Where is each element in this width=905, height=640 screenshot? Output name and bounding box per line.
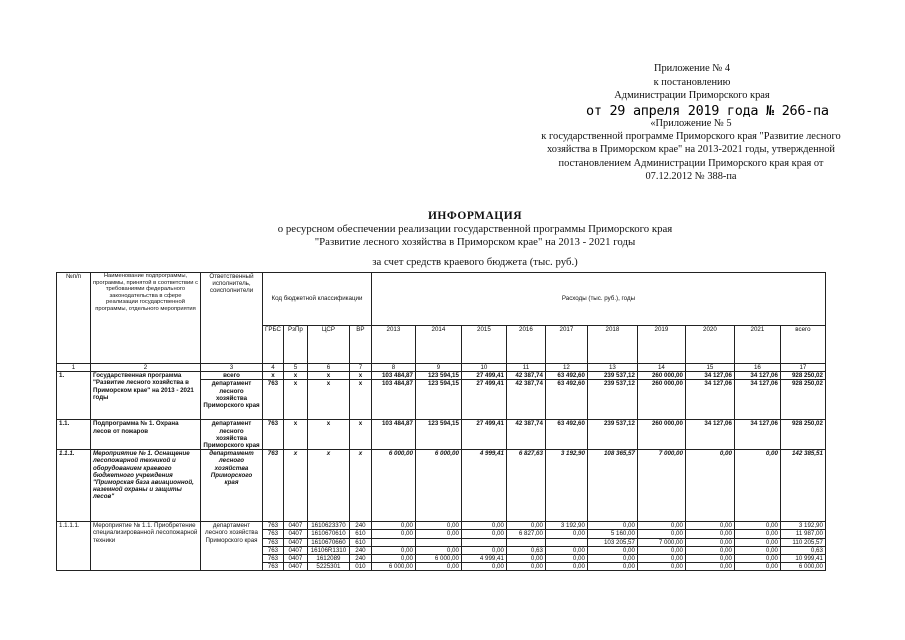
value-cell: 0,00 [685,450,734,522]
header-budget-code: Код бюджетной классификации [263,273,372,326]
value-cell: 110 205,57 [780,538,825,546]
code-cell: 0407 [283,563,307,571]
value-cell: 239 537,12 [587,372,637,380]
value-cell: 42 387,74 [506,380,545,420]
value-cell: 0,00 [371,522,415,530]
code-cell: х [307,450,349,522]
value-cell: 103 484,87 [371,372,415,380]
code-cell: 5225301 [307,563,349,571]
code-cell: 763 [263,380,284,420]
value-cell: 0,00 [637,555,685,563]
col-number: 12 [545,364,587,372]
header-executor: Ответственный исполнитель, соисполнители [201,273,263,364]
appendix-4-header [532,62,852,103]
value-cell: 0,00 [371,530,415,538]
col-number: 16 [734,364,780,372]
col-number: 10 [461,364,506,372]
value-cell: 0,00 [587,522,637,530]
value-cell: 6 827,00 [506,530,545,538]
code-cell: 16106R1310 [307,546,349,554]
header-year: 2021 [734,326,780,364]
value-cell: 0,00 [587,555,637,563]
value-cell: 0,63 [506,546,545,554]
value-cell: 260 000,00 [637,420,685,450]
appendix-4-line3: Администрации Приморского края [614,90,770,101]
row-number: 1.1.1. [57,450,91,522]
value-cell: 103 484,87 [371,380,415,420]
col-number: 5 [283,364,307,372]
value-cell: 0,00 [545,546,587,554]
value-cell: 0,00 [506,522,545,530]
value-cell: 5 160,00 [587,530,637,538]
col-number: 3 [201,364,263,372]
value-cell: 0,00 [637,530,685,538]
code-cell: х [283,420,307,450]
value-cell: 27 499,41 [461,380,506,420]
col-number: 13 [587,364,637,372]
value-cell: 0,00 [506,563,545,571]
col-number: 17 [780,364,825,372]
value-cell: 0,63 [780,546,825,554]
value-cell: 0,00 [685,546,734,554]
value-cell: 0,00 [685,538,734,546]
value-cell: 0,00 [545,555,587,563]
value-cell: 6 000,00 [415,555,461,563]
row-name: Государственная программа "Развитие лесного хозяйства в Приморском крае" на 2013 - 2021 годы [91,372,201,420]
code-cell: 0407 [283,538,307,546]
table-header-row-1 [57,273,826,326]
appendix-5-line4: постановлением Администрации Приморского края края от [558,157,824,169]
value-cell: 7 000,00 [637,538,685,546]
code-cell: 010 [349,563,371,571]
code-cell: х [283,372,307,380]
header-name: Наименование подпрограммы, программы, принятой в соответствии с требованиями федерального законодательства в сфере реализации государственной программы, отдельного мероприятия [91,273,201,364]
value-cell: 4 999,41 [461,555,506,563]
value-cell: 260 000,00 [637,372,685,380]
value-cell: 0,00 [506,555,545,563]
code-cell: 1610623370 [307,522,349,530]
col-number: 8 [371,364,415,372]
value-cell: 0,00 [545,530,587,538]
value-cell [461,538,506,546]
value-cell: 0,00 [734,555,780,563]
code-cell: 763 [263,450,284,522]
document-subtitle-2: "Развитие лесного хозяйства в Приморском крае" на 2013 - 2021 годы [314,236,636,248]
row-executor: департамент лесного хозяйства Приморского края [201,420,263,450]
value-cell: 6 827,63 [506,450,545,522]
code-cell: 1612089 [307,555,349,563]
code-cell: 610 [349,538,371,546]
value-cell: 27 499,41 [461,372,506,380]
code-cell: х [349,372,371,380]
col-number: 15 [685,364,734,372]
value-cell: 34 127,06 [685,372,734,380]
header-csr: ЦСР [307,326,349,364]
value-cell: 34 127,06 [685,420,734,450]
appendix-5-line3: хозяйства в Приморском крае" на 2013-2021 годы, утвержденной [546,144,835,156]
value-cell: 7 000,00 [637,450,685,522]
code-cell: 763 [263,522,284,530]
code-cell: 0407 [283,530,307,538]
value-cell: 928 250,02 [780,420,825,450]
appendix-5-line1: «Приложение № 5 [650,118,732,129]
value-cell: 34 127,06 [734,420,780,450]
value-cell: 63 492,60 [545,420,587,450]
code-cell: 1610670660 [307,538,349,546]
value-cell: 0,00 [734,563,780,571]
value-cell: 11 987,00 [780,530,825,538]
appendix-5-line2: к государственной программе Приморского края "Развитие лесного [541,131,841,143]
value-cell: 0,00 [685,563,734,571]
value-cell: 239 537,12 [587,420,637,450]
row-executor: департамент лесного хозяйства Приморского края [201,380,263,420]
row-executor: всего [201,372,263,380]
table-row-program-total [57,372,826,380]
resource-table [56,272,826,571]
code-cell: 240 [349,522,371,530]
value-cell: 42 387,74 [506,420,545,450]
code-cell: х [307,380,349,420]
row-name: Мероприятие № 1.1. Приобретение специализированной лесопожарной техники [91,522,201,571]
table-row-subprogram [57,420,826,450]
code-cell: х [283,450,307,522]
value-cell [415,538,461,546]
value-cell: 0,00 [371,546,415,554]
code-cell: 1610670610 [307,530,349,538]
code-cell: 763 [263,420,284,450]
header-year: 2016 [506,326,545,364]
value-cell: 0,00 [734,530,780,538]
code-cell: 763 [263,563,284,571]
value-cell: 103 205,57 [587,538,637,546]
value-cell: 0,00 [734,522,780,530]
row-number: 1.1.1.1. [57,522,91,571]
col-number: 2 [91,364,201,372]
value-cell: 0,00 [461,563,506,571]
code-cell: 763 [263,530,284,538]
value-cell: 0,00 [545,563,587,571]
col-number: 9 [415,364,461,372]
appendix-5-header [520,117,862,183]
value-cell: 123 594,15 [415,380,461,420]
value-cell: 63 492,60 [545,372,587,380]
value-cell: 0,00 [415,522,461,530]
col-number: 4 [263,364,284,372]
value-cell: 6 000,00 [371,563,415,571]
header-expenses: Расходы (тыс. руб.), годы [371,273,825,326]
value-cell: 0,00 [685,522,734,530]
appendix-5-line5: 07.12.2012 № 388-па [645,170,737,182]
col-number: 1 [57,364,91,372]
value-cell: 0,00 [637,563,685,571]
code-cell: 0407 [283,555,307,563]
value-cell: 103 484,87 [371,420,415,450]
code-cell: х [349,420,371,450]
value-cell: 34 127,06 [734,372,780,380]
code-cell: 240 [349,546,371,554]
value-cell: 42 387,74 [506,372,545,380]
row-executor: департамент лесного хозяйства Приморского края [201,522,263,571]
table-row-measure-1-1 [57,522,826,530]
value-cell: 0,00 [461,522,506,530]
value-cell: 0,00 [637,522,685,530]
value-cell [545,538,587,546]
value-cell: 0,00 [734,450,780,522]
value-cell: 928 250,02 [780,380,825,420]
value-cell: 0,00 [734,546,780,554]
col-number: 14 [637,364,685,372]
value-cell: 260 000,00 [637,380,685,420]
row-number: 1. [57,372,91,420]
header-year: 2015 [461,326,506,364]
value-cell: 0,00 [685,530,734,538]
code-cell: х [349,450,371,522]
value-cell: 0,00 [415,546,461,554]
value-cell: 0,00 [415,530,461,538]
col-number: 11 [506,364,545,372]
value-cell: 6 000,00 [780,563,825,571]
header-year: 2014 [415,326,461,364]
header-year: 2017 [545,326,587,364]
code-cell: 610 [349,530,371,538]
header-year: 2020 [685,326,734,364]
value-cell: 0,00 [415,563,461,571]
document-title: ИНФОРМАЦИЯ [427,210,522,222]
value-cell: 3 192,90 [780,522,825,530]
row-name: Мероприятие № 1. Оснащение лесопожарной техникой и оборудованием краевого бюджетного учреждения "Приморская база авиационной, наземной охраны и защиты лесов" [91,450,201,522]
appendix-4-line1: Приложение № 4 [653,63,731,74]
value-cell: 0,00 [685,555,734,563]
code-cell: х [307,420,349,450]
value-cell: 6 000,00 [415,450,461,522]
value-cell: 34 127,06 [734,380,780,420]
value-cell: 3 192,90 [545,522,587,530]
value-cell: 0,00 [637,546,685,554]
value-cell: 0,00 [461,530,506,538]
value-cell: 4 999,41 [461,450,506,522]
header-num: №п/п [57,273,91,364]
header-total: всего [780,326,825,364]
header-year: 2018 [587,326,637,364]
code-cell: х [283,380,307,420]
value-cell: 34 127,06 [685,380,734,420]
document-subtitle-1: о ресурсном обеспечении реализации государственной программы Приморского края [277,223,673,235]
value-cell: 123 594,15 [415,372,461,380]
code-cell: 240 [349,555,371,563]
col-number: 7 [349,364,371,372]
document-subtitle-3: за счет средств краевого бюджета (тыс. руб.) [372,256,578,268]
value-cell: 108 365,57 [587,450,637,522]
code-cell: х [307,372,349,380]
value-cell: 0,00 [734,538,780,546]
code-cell: х [349,380,371,420]
value-cell: 123 594,15 [415,420,461,450]
column-number-row [57,364,826,372]
value-cell: 928 250,02 [780,372,825,380]
document-title-block [150,209,800,269]
table-row-measure-1 [57,450,826,522]
value-cell: 3 192,90 [545,450,587,522]
header-vr: ВР [349,326,371,364]
code-cell: 0407 [283,522,307,530]
value-cell: 0,00 [587,546,637,554]
value-cell: 142 385,51 [780,450,825,522]
value-cell [371,538,415,546]
value-cell: 63 492,60 [545,380,587,420]
col-number: 6 [307,364,349,372]
value-cell: 6 000,00 [371,450,415,522]
header-year: 2019 [637,326,685,364]
value-cell: 0,00 [461,546,506,554]
row-executor: департамент лесного хозяйства Приморского края [201,450,263,522]
value-cell: 0,00 [587,563,637,571]
appendix-4-line2: к постановлению [653,76,731,88]
value-cell [506,538,545,546]
code-cell: х [263,372,284,380]
code-cell: 763 [263,546,284,554]
value-cell: 27 499,41 [461,420,506,450]
header-year: 2013 [371,326,415,364]
code-cell: 763 [263,538,284,546]
row-name: Подпрограмма № 1. Охрана лесов от пожаров [91,420,201,450]
code-cell: 0407 [283,546,307,554]
code-cell: 763 [263,555,284,563]
value-cell: 10 999,41 [780,555,825,563]
header-grbs: ГРБС [263,326,284,364]
header-rzpr: РзПр [283,326,307,364]
value-cell: 0,00 [371,555,415,563]
value-cell: 239 537,12 [587,380,637,420]
date-stamp: от 29 апреля 2019 года № 266-па [586,103,829,119]
row-number: 1.1. [57,420,91,450]
